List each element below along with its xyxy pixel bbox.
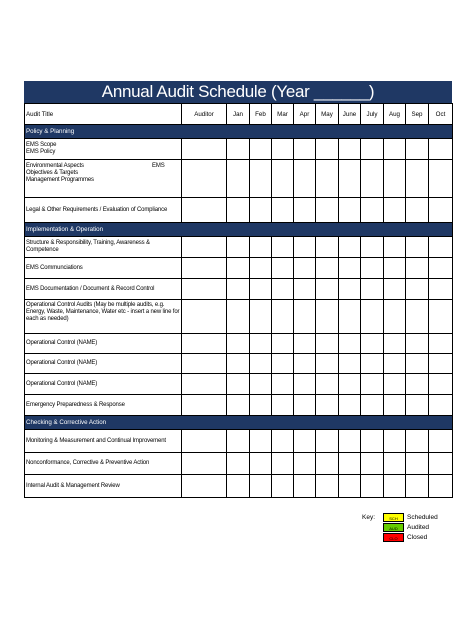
month-cell[interactable] xyxy=(250,395,272,416)
month-cell[interactable] xyxy=(272,198,294,223)
month-cell[interactable] xyxy=(406,395,429,416)
month-cell[interactable] xyxy=(250,300,272,334)
month-cell[interactable] xyxy=(250,160,272,198)
auditor-cell[interactable] xyxy=(182,258,227,279)
month-cell[interactable] xyxy=(339,374,361,395)
month-cell[interactable] xyxy=(294,300,316,334)
month-cell[interactable] xyxy=(294,430,316,453)
month-cell[interactable] xyxy=(250,334,272,354)
audit-title-line: Emergency Preparedness & Response xyxy=(26,401,125,408)
audit-title-cell xyxy=(25,198,182,223)
month-cell[interactable] xyxy=(316,237,339,258)
month-cell[interactable] xyxy=(384,395,406,416)
month-cell[interactable] xyxy=(272,453,294,475)
month-cell[interactable] xyxy=(294,475,316,498)
month-cell[interactable] xyxy=(361,453,384,475)
auditor-cell[interactable] xyxy=(182,160,227,198)
month-cell[interactable] xyxy=(406,374,429,395)
auditor-cell[interactable] xyxy=(182,395,227,416)
audit-title-line: Operational Control (NAME) xyxy=(26,340,98,346)
month-cell[interactable] xyxy=(384,139,406,160)
table-row xyxy=(25,334,453,354)
section-title: Policy & Planning xyxy=(25,125,453,139)
audit-title-line: Operational Control (NAME) xyxy=(26,360,98,366)
month-cell[interactable] xyxy=(339,139,361,160)
month-cell[interactable] xyxy=(250,374,272,395)
month-cell[interactable] xyxy=(339,453,361,475)
month-cell[interactable] xyxy=(361,258,384,279)
month-cell[interactable] xyxy=(294,237,316,258)
month-cell[interactable] xyxy=(294,258,316,279)
audit-title-line: EMS Scope xyxy=(26,142,57,148)
month-cell[interactable] xyxy=(429,453,453,475)
month-cell[interactable] xyxy=(406,453,429,475)
key-item-audited xyxy=(383,523,429,532)
month-cell[interactable] xyxy=(316,139,339,160)
month-cell[interactable] xyxy=(227,453,250,475)
month-cell[interactable] xyxy=(250,475,272,498)
auditor-cell[interactable] xyxy=(182,334,227,354)
table-row xyxy=(25,300,453,334)
month-cell[interactable] xyxy=(294,279,316,300)
month-cell[interactable] xyxy=(384,453,406,475)
month-header: May xyxy=(316,104,339,125)
auditor-header: Auditor xyxy=(182,104,227,125)
audit-title-line: EMS Documentation / Document & Record Control xyxy=(26,285,155,292)
month-cell[interactable] xyxy=(406,160,429,198)
month-cell[interactable] xyxy=(429,334,453,354)
month-header: Sep xyxy=(406,104,429,125)
month-cell[interactable] xyxy=(339,300,361,334)
table-row xyxy=(25,395,453,416)
month-cell[interactable] xyxy=(406,139,429,160)
month-cell[interactable] xyxy=(272,374,294,395)
month-cell[interactable] xyxy=(227,354,250,374)
env-aspects-text: Environmental Aspects xyxy=(26,163,84,169)
month-cell[interactable] xyxy=(227,430,250,453)
month-header: Aug xyxy=(384,104,406,125)
month-cell[interactable] xyxy=(316,198,339,223)
month-cell[interactable] xyxy=(227,395,250,416)
audited-swatch: AUD xyxy=(383,523,404,532)
month-header: Apr xyxy=(294,104,316,125)
month-cell[interactable] xyxy=(339,160,361,198)
month-cell[interactable] xyxy=(339,354,361,374)
month-header: Jan xyxy=(227,104,250,125)
month-cell[interactable] xyxy=(384,354,406,374)
month-cell[interactable] xyxy=(361,139,384,160)
audit-title-cell xyxy=(25,453,182,475)
month-cell[interactable] xyxy=(384,475,406,498)
section-title: Checking & Corrective Action xyxy=(25,416,453,430)
month-cell[interactable] xyxy=(339,430,361,453)
table-row xyxy=(25,237,453,258)
month-cell[interactable] xyxy=(272,160,294,198)
auditor-cell[interactable] xyxy=(182,453,227,475)
month-cell[interactable] xyxy=(361,354,384,374)
month-cell[interactable] xyxy=(361,279,384,300)
month-cell[interactable] xyxy=(250,279,272,300)
table-row xyxy=(25,430,453,453)
month-cell[interactable] xyxy=(272,354,294,374)
month-cell[interactable] xyxy=(294,453,316,475)
month-cell[interactable] xyxy=(250,258,272,279)
month-cell[interactable] xyxy=(272,300,294,334)
table-row xyxy=(25,258,453,279)
month-cell[interactable] xyxy=(272,334,294,354)
audit-title-cell xyxy=(25,475,182,498)
month-cell[interactable] xyxy=(294,160,316,198)
audit-title-cell xyxy=(25,258,182,279)
month-cell[interactable] xyxy=(272,237,294,258)
month-cell[interactable] xyxy=(250,139,272,160)
month-cell[interactable] xyxy=(316,334,339,354)
audit-title-cell xyxy=(25,237,182,258)
table-row xyxy=(25,160,453,198)
month-cell[interactable] xyxy=(406,430,429,453)
month-cell[interactable] xyxy=(339,279,361,300)
month-cell[interactable] xyxy=(429,279,453,300)
mgmt-programmes-line: Management Programmes xyxy=(26,177,94,183)
audit-schedule-table xyxy=(24,103,453,498)
month-cell[interactable] xyxy=(339,395,361,416)
month-cell[interactable] xyxy=(361,430,384,453)
audit-schedule-sheet xyxy=(24,81,452,498)
auditor-cell[interactable] xyxy=(182,139,227,160)
month-cell[interactable] xyxy=(361,300,384,334)
auditor-cell[interactable] xyxy=(182,475,227,498)
audit-title-line: Internal Audit & Management Review xyxy=(26,482,120,489)
auditor-cell[interactable] xyxy=(182,279,227,300)
month-cell[interactable] xyxy=(384,300,406,334)
month-cell[interactable] xyxy=(250,237,272,258)
month-cell[interactable] xyxy=(361,374,384,395)
table-row xyxy=(25,475,453,498)
audit-title-line: EMS Communciations xyxy=(26,264,83,271)
month-cell[interactable] xyxy=(361,395,384,416)
header-row xyxy=(25,104,453,125)
objectives-line: Objectives & Targets xyxy=(26,170,78,176)
month-cell[interactable] xyxy=(227,475,250,498)
closed-text: Closed xyxy=(407,534,428,541)
month-cell[interactable] xyxy=(429,139,453,160)
month-cell[interactable] xyxy=(429,237,453,258)
month-cell[interactable] xyxy=(361,334,384,354)
month-cell[interactable] xyxy=(429,430,453,453)
month-cell[interactable] xyxy=(316,160,339,198)
table-row xyxy=(25,354,453,374)
section-title: Implementation & Operation xyxy=(25,223,453,237)
month-cell[interactable] xyxy=(227,334,250,354)
audit-title-line: Structure & Responsibility, Training, Awareness & Competence xyxy=(26,240,150,253)
month-cell[interactable] xyxy=(316,475,339,498)
month-cell[interactable] xyxy=(429,395,453,416)
month-cell[interactable] xyxy=(361,237,384,258)
audit-title-cell xyxy=(25,139,182,160)
month-cell[interactable] xyxy=(406,475,429,498)
month-cell[interactable] xyxy=(272,430,294,453)
month-cell[interactable] xyxy=(250,354,272,374)
month-cell[interactable] xyxy=(339,334,361,354)
key-label: Key: xyxy=(362,514,376,521)
month-cell[interactable] xyxy=(294,395,316,416)
month-cell[interactable] xyxy=(406,279,429,300)
month-cell[interactable] xyxy=(227,300,250,334)
audit-title-cell xyxy=(25,430,182,453)
month-cell[interactable] xyxy=(227,374,250,395)
month-cell[interactable] xyxy=(429,198,453,223)
table-row xyxy=(25,139,453,160)
month-cell[interactable] xyxy=(272,258,294,279)
section-row xyxy=(25,125,453,139)
month-cell[interactable] xyxy=(272,139,294,160)
month-cell[interactable] xyxy=(316,453,339,475)
audit-title-line: Operational Control (NAME) xyxy=(26,380,98,387)
audit-title-header: Audit Title xyxy=(25,104,182,125)
table-row xyxy=(25,279,453,300)
month-cell[interactable] xyxy=(294,334,316,354)
month-cell[interactable] xyxy=(384,334,406,354)
auditor-cell[interactable] xyxy=(182,430,227,453)
table-row xyxy=(25,453,453,475)
month-cell[interactable] xyxy=(429,354,453,374)
month-cell[interactable] xyxy=(227,279,250,300)
month-cell[interactable] xyxy=(361,475,384,498)
section-row xyxy=(25,416,453,430)
month-cell[interactable] xyxy=(384,198,406,223)
month-header: Oct xyxy=(429,104,453,125)
month-cell[interactable] xyxy=(294,198,316,223)
auditor-cell[interactable] xyxy=(182,354,227,374)
month-cell[interactable] xyxy=(250,198,272,223)
month-cell[interactable] xyxy=(339,198,361,223)
month-cell[interactable] xyxy=(316,395,339,416)
month-cell[interactable] xyxy=(294,354,316,374)
month-cell[interactable] xyxy=(227,258,250,279)
audit-title-cell xyxy=(25,279,182,300)
audit-title-line: Legal & Other Requirements / Evaluation of Compliance xyxy=(26,206,168,213)
month-cell[interactable] xyxy=(406,334,429,354)
key-item-scheduled xyxy=(383,513,438,522)
closed-swatch: CLO xyxy=(383,533,404,542)
month-cell[interactable] xyxy=(384,258,406,279)
month-cell[interactable] xyxy=(227,237,250,258)
audited-text: Audited xyxy=(407,524,430,531)
month-cell[interactable] xyxy=(339,237,361,258)
month-cell[interactable] xyxy=(429,300,453,334)
audit-title-line: Nonconformance, Corrective & Preventive Action xyxy=(26,460,150,466)
scheduled-swatch: SCH xyxy=(383,513,404,522)
month-cell[interactable] xyxy=(384,279,406,300)
auditor-cell[interactable] xyxy=(182,300,227,334)
audit-title-cell xyxy=(25,354,182,374)
month-cell[interactable] xyxy=(429,160,453,198)
month-cell[interactable] xyxy=(316,430,339,453)
section-row xyxy=(25,223,453,237)
audit-title-line: Monitoring & Measurement and Continual Improvement xyxy=(26,437,166,444)
month-cell[interactable] xyxy=(316,279,339,300)
month-cell[interactable] xyxy=(272,395,294,416)
audit-title-cell xyxy=(25,395,182,416)
month-cell[interactable] xyxy=(272,279,294,300)
op-control-audits-text: Operational Control Audits (May be multiple audits, e.g. Energy, Waste, Maintenance, Water etc - insert a new line for each as needed) xyxy=(26,302,180,322)
month-cell[interactable] xyxy=(316,258,339,279)
auditor-cell[interactable] xyxy=(182,198,227,223)
month-cell[interactable] xyxy=(227,139,250,160)
month-cell[interactable] xyxy=(384,374,406,395)
env-ems-text: EMS xyxy=(152,163,165,169)
month-cell[interactable] xyxy=(384,430,406,453)
audit-title-cell xyxy=(25,160,182,198)
scheduled-text: Scheduled xyxy=(407,514,438,521)
month-cell[interactable] xyxy=(250,430,272,453)
month-cell[interactable] xyxy=(406,237,429,258)
month-cell[interactable] xyxy=(429,258,453,279)
month-cell[interactable] xyxy=(227,160,250,198)
month-cell[interactable] xyxy=(250,453,272,475)
month-cell[interactable] xyxy=(227,198,250,223)
audit-title-line: EMS Policy xyxy=(26,149,56,155)
auditor-cell[interactable] xyxy=(182,374,227,395)
month-cell[interactable] xyxy=(272,475,294,498)
month-cell[interactable] xyxy=(294,374,316,395)
month-cell[interactable] xyxy=(339,258,361,279)
env-aspects-line xyxy=(26,163,180,170)
table-row xyxy=(25,374,453,395)
month-cell[interactable] xyxy=(429,475,453,498)
month-cell[interactable] xyxy=(406,300,429,334)
key-item-closed xyxy=(383,533,427,542)
month-cell[interactable] xyxy=(406,354,429,374)
month-cell[interactable] xyxy=(316,354,339,374)
month-header: Feb xyxy=(250,104,272,125)
auditor-cell[interactable] xyxy=(182,237,227,258)
month-header: Mar xyxy=(272,104,294,125)
month-cell[interactable] xyxy=(429,374,453,395)
month-cell[interactable] xyxy=(406,198,429,223)
month-cell[interactable] xyxy=(361,198,384,223)
table-row xyxy=(25,198,453,223)
month-cell[interactable] xyxy=(406,258,429,279)
audit-title-cell xyxy=(25,374,182,395)
audit-title-cell xyxy=(25,334,182,354)
month-cell[interactable] xyxy=(294,139,316,160)
month-header: July xyxy=(361,104,384,125)
month-cell[interactable] xyxy=(339,475,361,498)
month-header: June xyxy=(339,104,361,125)
month-cell[interactable] xyxy=(316,300,339,334)
month-cell[interactable] xyxy=(384,237,406,258)
page-title: Annual Audit Schedule (Year ______) xyxy=(24,81,452,103)
month-cell[interactable] xyxy=(384,160,406,198)
audit-title-cell xyxy=(25,300,182,334)
month-cell[interactable] xyxy=(316,374,339,395)
month-cell[interactable] xyxy=(361,160,384,198)
